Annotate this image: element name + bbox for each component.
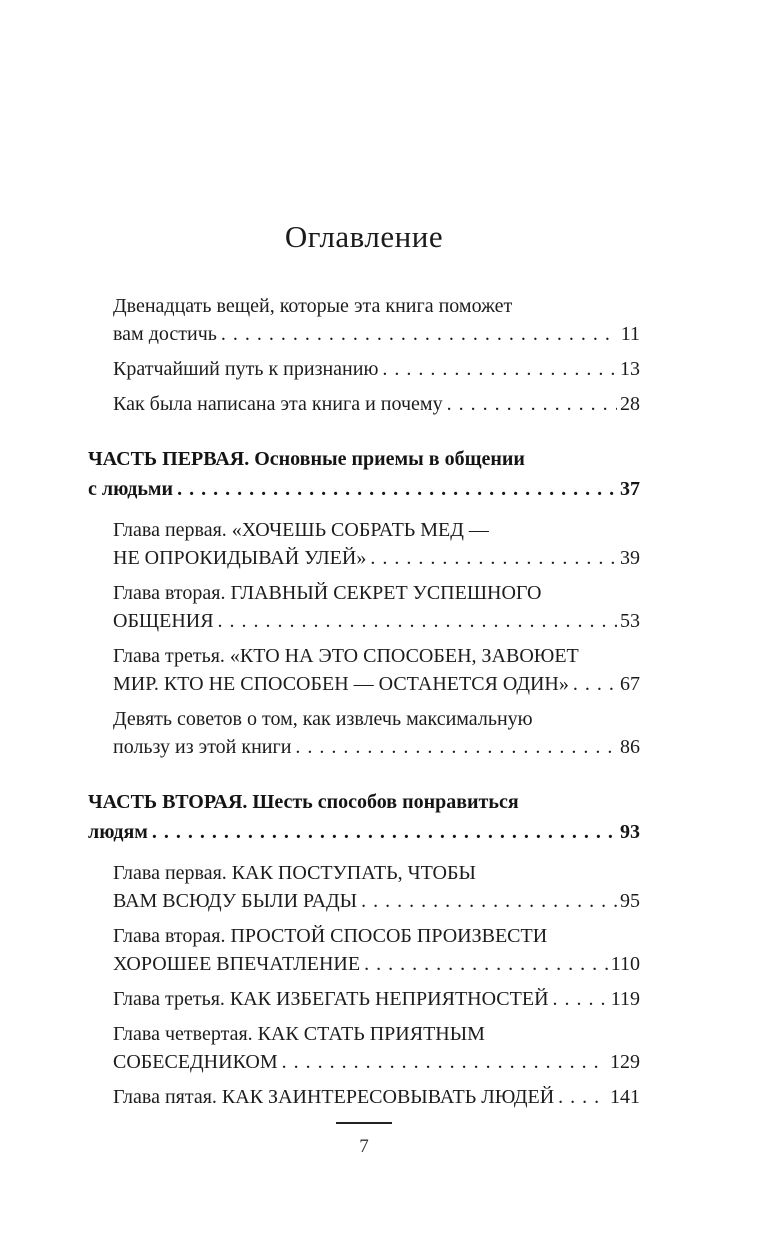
toc-entry-lastline: [113, 320, 640, 348]
toc-page-number: 67: [620, 673, 640, 695]
toc-page-number: 129: [610, 1051, 640, 1073]
toc-entry-lastline: [113, 390, 640, 418]
dot-leader: [177, 474, 617, 504]
toc-page-number: 13: [620, 358, 640, 380]
toc-entry: [88, 516, 640, 572]
toc-entry-line: Глава вторая. ПРОСТОЙ СПОСОБ ПРОИЗВЕСТИ: [113, 925, 548, 947]
toc-page-number: 86: [620, 736, 640, 758]
toc-entry-lastline: [113, 733, 640, 761]
toc-entry-lastline: [113, 1083, 640, 1111]
toc-entry: [88, 292, 640, 348]
toc-entry-lastline: [113, 887, 640, 915]
toc-entry: [88, 355, 640, 383]
toc-page-number: 39: [620, 547, 640, 569]
toc-entry-line: ЧАСТЬ ПЕРВАЯ. Основные приемы в общении: [88, 448, 525, 470]
dot-leader: [447, 390, 617, 418]
dot-leader: [553, 985, 608, 1013]
toc-entry-text: людям: [88, 821, 148, 843]
dot-leader: [152, 817, 617, 847]
toc-entry-lastline: [113, 607, 640, 635]
page-title: Оглавление: [284, 219, 444, 254]
toc-page-number: 28: [620, 393, 640, 415]
toc-entry-lastline: [113, 1048, 640, 1076]
toc-entry-lastline: [113, 950, 640, 978]
toc-entry-text: СОБЕСЕДНИКОМ: [113, 1051, 278, 1073]
toc-entry-text: Глава пятая. КАК ЗАИНТЕРЕСОВЫВАТЬ ЛЮДЕЙ: [113, 1086, 555, 1108]
toc-entry-text: пользу из этой книги: [113, 736, 292, 758]
toc-page-number: 141: [610, 1086, 640, 1108]
dot-leader: [382, 355, 617, 383]
toc-entry-line: Глава первая. «ХОЧЕШЬ СОБРАТЬ МЕД —: [113, 519, 489, 541]
toc-entry: [88, 642, 640, 698]
toc-entry-line: Девять советов о том, как извлечь максимальную: [113, 708, 533, 730]
toc-entry-line: Двенадцать вещей, которые эта книга поможет: [113, 295, 513, 317]
toc-entry-line: Глава третья. «КТО НА ЭТО СПОСОБЕН, ЗАВОЮЕТ: [113, 645, 579, 667]
dot-leader: [221, 320, 618, 348]
dot-leader: [361, 887, 617, 915]
toc-entry-text: МИР. КТО НЕ СПОСОБЕН — ОСТАНЕТСЯ ОДИН»: [113, 673, 569, 695]
toc-page-number: 11: [620, 323, 640, 345]
toc-page-number: 53: [620, 610, 640, 632]
page-footer: [88, 1114, 640, 1159]
toc-entry-lastline: [113, 985, 640, 1013]
toc-entry-lastline: [88, 817, 640, 847]
dot-leader: [558, 1083, 607, 1111]
dot-leader: [364, 950, 608, 978]
toc-page-number: 119: [610, 988, 640, 1010]
toc-entry-line: Глава вторая. ГЛАВНЫЙ СЕКРЕТ УСПЕШНОГО: [113, 582, 542, 604]
toc-entry: [88, 390, 640, 418]
toc-entry-lastline: [113, 670, 640, 698]
toc-entry-text: ХОРОШЕЕ ВПЕЧАТЛЕНИЕ: [113, 953, 361, 975]
toc-part-heading: [88, 444, 640, 504]
toc-content: [88, 0, 640, 1111]
toc-entry-text: Кратчайший путь к признанию: [113, 358, 379, 380]
toc-entry: [88, 922, 640, 978]
dot-leader: [218, 607, 617, 635]
toc-page-number: 37: [620, 478, 640, 500]
toc-entry-lastline: [88, 474, 640, 504]
toc-entry-line: ЧАСТЬ ВТОРАЯ. Шесть способов понравиться: [88, 791, 519, 813]
toc-entry-text: ВАМ ВСЮДУ БЫЛИ РАДЫ: [113, 890, 358, 912]
toc-page-number: 95: [620, 890, 640, 912]
toc-entry-text: вам достичь: [113, 323, 217, 345]
toc-entry-text: ОБЩЕНИЯ: [113, 610, 214, 632]
toc-entry-line: Глава первая. КАК ПОСТУПАТЬ, ЧТОБЫ: [113, 862, 476, 884]
folio-page-number: 7: [359, 1136, 369, 1157]
toc-entry-lastline: [113, 544, 640, 572]
toc-entry: [88, 985, 640, 1013]
dot-leader: [295, 733, 617, 761]
toc-entry-lastline: [113, 355, 640, 383]
toc-part-heading: [88, 787, 640, 847]
toc-entry: [88, 1083, 640, 1111]
toc-entry: [88, 705, 640, 761]
toc-page-number: 93: [620, 821, 640, 843]
toc-entry-text: Как была написана эта книга и почему: [113, 393, 443, 415]
toc-page-number: 110: [610, 953, 640, 975]
toc-entry: [88, 579, 640, 635]
table-of-contents: [88, 292, 640, 1111]
toc-entry: [88, 1020, 640, 1076]
toc-entry-text: с людьми: [88, 478, 174, 500]
toc-entry-line: Глава четвертая. КАК СТАТЬ ПРИЯТНЫМ: [113, 1023, 485, 1045]
toc-entry-text: НЕ ОПРОКИДЫВАЙ УЛЕЙ»: [113, 547, 367, 569]
dot-leader: [282, 1048, 607, 1076]
toc-entry: [88, 859, 640, 915]
folio-rule: [336, 1122, 392, 1124]
dot-leader: [573, 670, 617, 698]
dot-leader: [370, 544, 617, 572]
toc-entry-text: Глава третья. КАК ИЗБЕГАТЬ НЕПРИЯТНОСТЕЙ: [113, 988, 549, 1010]
